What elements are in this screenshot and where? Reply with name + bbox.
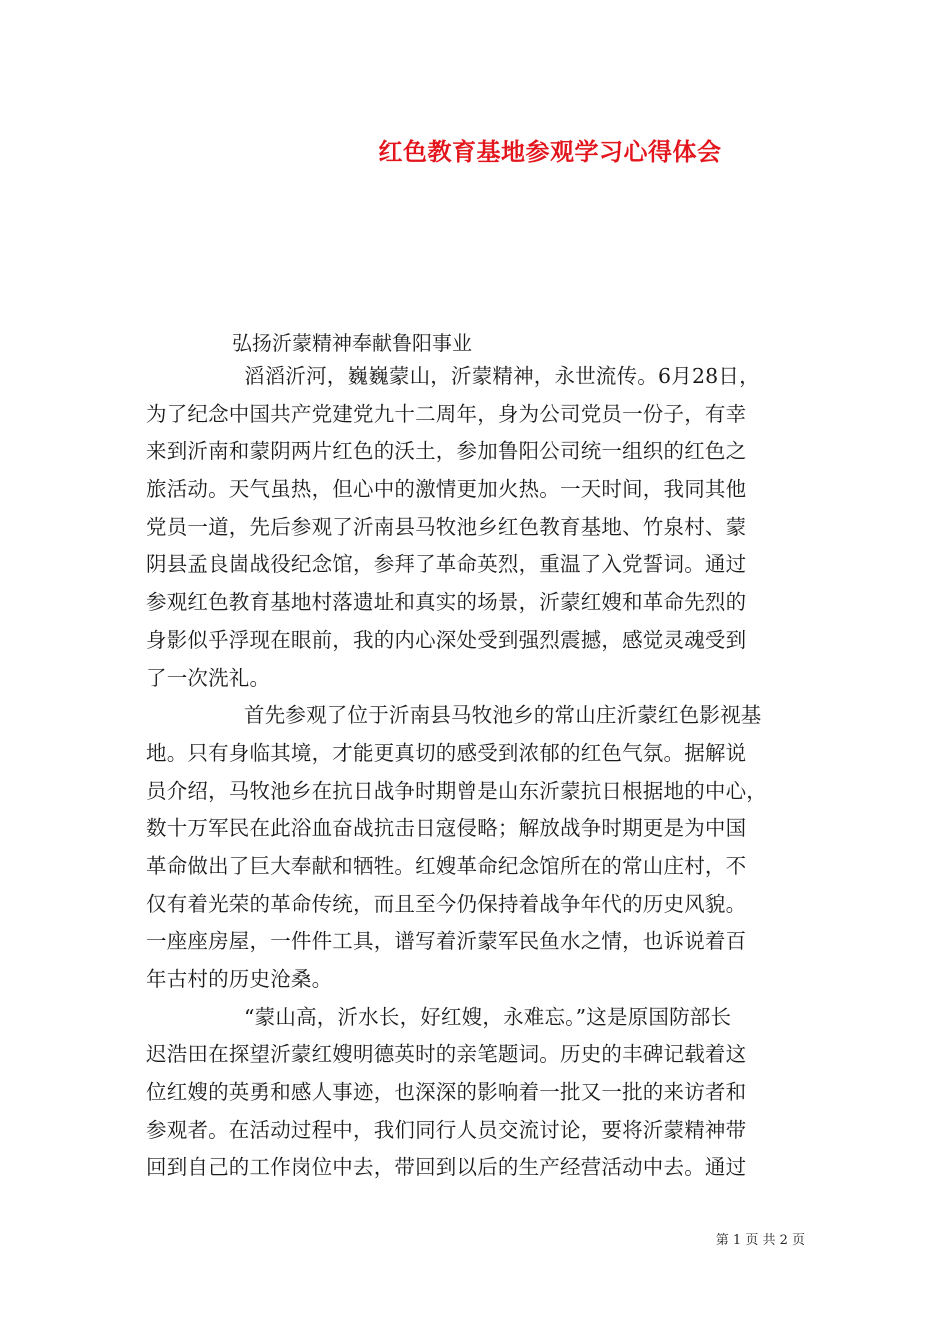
- paragraph-line: 地。只有身临其境，才能更真切的感受到浓郁的红色气氛。据解说: [146, 740, 747, 765]
- paragraph-line: 革命做出了巨大奉献和牺牲。红嫂革命纪念馆所在的常山庄村，不: [146, 853, 747, 878]
- paragraph-line: 参观红色教育基地村落遗址和真实的场景，沂蒙红嫂和革命先烈的: [146, 590, 747, 615]
- paragraph-line: 来到沂南和蒙阴两片红色的沃土，参加鲁阳公司统一组织的红色之: [146, 439, 747, 464]
- paragraph-line: 位红嫂的英勇和感人事迹，也深深的影响着一批又一批的来访者和: [146, 1080, 747, 1105]
- paragraph-line: 仅有着光荣的革命传统，而且至今仍保持着战争年代的历史风貌。: [146, 891, 747, 916]
- paragraph-line: 身影似乎浮现在眼前，我的内心深处受到强烈震撼，感觉灵魂受到: [146, 627, 747, 652]
- document-title: 红色教育基地参观学习心得体会: [378, 137, 722, 166]
- paragraph-line: 一座座房屋，一件件工具，谱写着沂蒙军民鱼水之情，也诉说着百: [146, 929, 747, 954]
- paragraph-line: 党员一道，先后参观了沂南县马牧池乡红色教育基地、竹泉村、蒙: [146, 514, 747, 539]
- paragraph-line: 数十万军民在此浴血奋战抗击日寇侵略；解放战争时期更是为中国: [146, 816, 747, 841]
- document-subtitle: 弘扬沂蒙精神奉献鲁阳事业: [232, 331, 472, 355]
- paragraph-line: 了一次洗礼。: [146, 665, 271, 690]
- paragraph: [146, 999, 806, 1187]
- paragraph-line: “蒙山高，沂水长，好红嫂，永难忘。”这是原国防部长: [244, 1004, 732, 1029]
- document-body: [146, 358, 806, 1187]
- paragraph-line: 阴县孟良崮战役纪念馆，参拜了革命英烈，重温了入党誓词。通过: [146, 552, 747, 577]
- paragraph-line: 员介绍，马牧池乡在抗日战争时期曾是山东沂蒙抗日根据地的中心，: [146, 778, 767, 803]
- paragraph-line: 参观者。在活动过程中，我们同行人员交流讨论，要将沂蒙精神带: [146, 1117, 747, 1142]
- paragraph-line: 旅活动。天气虽热，但心中的激情更加火热。一天时间，我同其他: [146, 477, 747, 502]
- paragraph-line: 为了纪念中国共产党建党九十二周年，身为公司党员一份子，有幸: [146, 401, 747, 426]
- paragraph-line: 首先参观了位于沂南县马牧池乡的常山庄沂蒙红色影视基: [244, 703, 762, 728]
- paragraph-line: 回到自己的工作岗位中去，带回到以后的生产经营活动中去。通过: [146, 1155, 747, 1180]
- paragraph-line: 滔滔沂河，巍巍蒙山，沂蒙精神，永世流传。6月28日，: [244, 364, 760, 388]
- paragraph: [146, 697, 806, 999]
- paragraph-line: 迟浩田在探望沂蒙红嫂明德英时的亲笔题词。历史的丰碑记载着这: [146, 1042, 747, 1067]
- paragraph: [146, 358, 806, 697]
- paragraph-line: 年古村的历史沧桑。: [146, 967, 333, 991]
- page-number-footer: 第 1 页 共 2 页: [715, 1233, 805, 1248]
